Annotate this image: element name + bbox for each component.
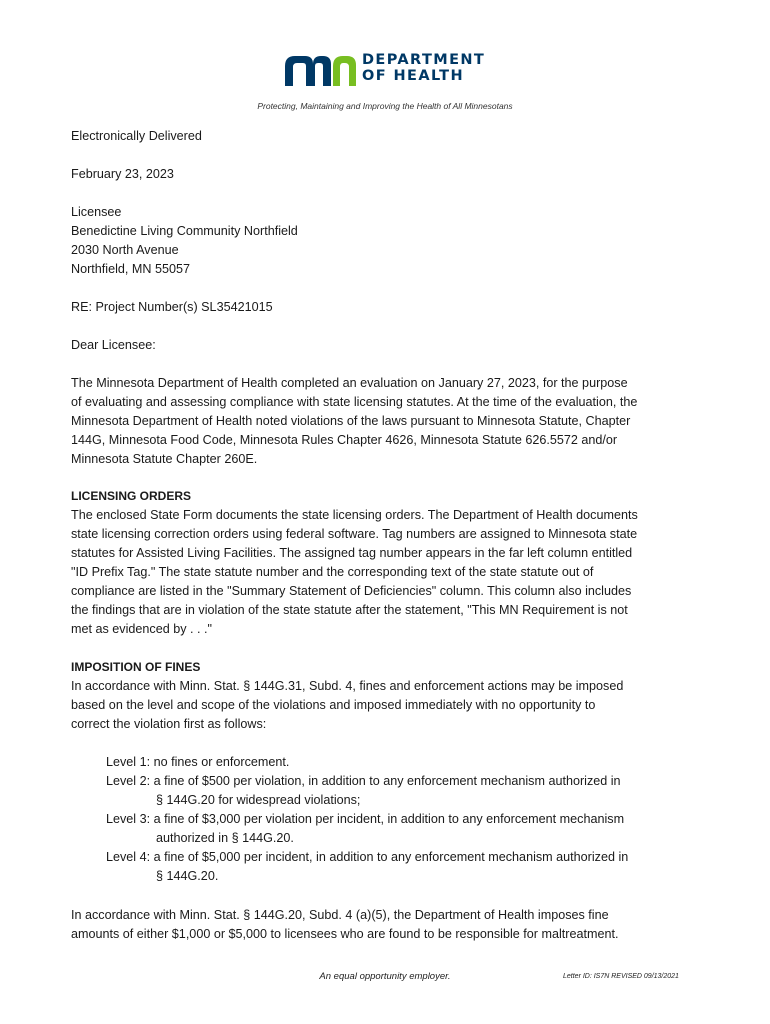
address-line: Licensee bbox=[71, 205, 122, 219]
address-line: Benedictine Living Community Northfield bbox=[71, 224, 298, 238]
imposition-of-fines-section bbox=[71, 658, 711, 734]
fine-level-3: Level 3: a fine of $3,000 per violation per incident, in addition to any enforcement mechanism bbox=[106, 812, 625, 826]
delivery-method: Electronically Delivered bbox=[71, 129, 202, 143]
logo-department-text: DEPARTMENT bbox=[362, 52, 486, 68]
tagline: Protecting, Maintaining and Improving the Health of All Minnesotans bbox=[257, 101, 513, 111]
paragraph-line: statutes for Assisted Living Facilities. The assigned tag number appears in the far left column entitled bbox=[71, 546, 633, 560]
fine-level-2-continued: § 144G.20 for widespread violations; bbox=[156, 793, 361, 807]
paragraph-line: amounts of either $1,000 or $5,000 to licensees who are found to be responsible for maltreatment. bbox=[71, 927, 619, 941]
maltreatment-paragraph bbox=[71, 906, 711, 944]
fine-level-3-continued: authorized in § 144G.20. bbox=[156, 831, 294, 845]
paragraph-line: the findings that are in violation of the state statute after the statement, "This MN Requirement is not bbox=[71, 603, 628, 617]
paragraph-line: "ID Prefix Tag." The state statute number and the corresponding text of the state statute out of bbox=[71, 565, 594, 579]
paragraph-line: Minnesota Department of Health noted violations of the laws pursuant to Minnesota Statute, Chapter bbox=[71, 414, 631, 428]
paragraph-line: correct the violation first as follows: bbox=[71, 717, 267, 731]
paragraph-line: In accordance with Minn. Stat. § 144G.20, Subd. 4 (a)(5), the Department of Health imposes fine bbox=[71, 908, 609, 922]
fines-heading: IMPOSITION OF FINES bbox=[71, 660, 201, 674]
fine-level-4-continued: § 144G.20. bbox=[156, 869, 219, 883]
paragraph-line: met as evidenced by . . ." bbox=[71, 622, 212, 636]
paragraph-line: The enclosed State Form documents the state licensing orders. The Department of Health documents bbox=[71, 508, 638, 522]
paragraph-line: of evaluating and assessing compliance with state licensing statutes. At the time of the evaluation, the bbox=[71, 395, 638, 409]
paragraph-line: Minnesota Statute Chapter 260E. bbox=[71, 452, 258, 466]
equal-opportunity-footer: An equal opportunity employer. bbox=[319, 971, 451, 982]
fine-level-1: Level 1: no fines or enforcement. bbox=[106, 755, 290, 769]
paragraph-line: In accordance with Minn. Stat. § 144G.31, Subd. 4, fines and enforcement actions may be imposed bbox=[71, 679, 624, 693]
recipient-address bbox=[71, 203, 711, 279]
address-line: 2030 North Avenue bbox=[71, 243, 179, 257]
paragraph-line: based on the level and scope of the violations and imposed immediately with no opportunity to bbox=[71, 698, 596, 712]
paragraph-line: state licensing correction orders using federal software. Tag numbers are assigned to Minnesota state bbox=[71, 527, 638, 541]
re-line: RE: Project Number(s) SL35421015 bbox=[71, 300, 273, 314]
letter-date: February 23, 2023 bbox=[71, 167, 174, 181]
licensing-orders-section bbox=[71, 487, 711, 639]
paragraph-line: The Minnesota Department of Health completed an evaluation on January 27, 2023, for the purpose bbox=[71, 376, 628, 390]
mn-logo-mark-icon bbox=[285, 52, 357, 86]
address-line: Northfield, MN 55057 bbox=[71, 262, 191, 276]
letter-id-footer: Letter ID: IS7N REVISED 09/13/2021 bbox=[563, 973, 679, 980]
fine-level-4: Level 4: a fine of $5,000 per incident, in addition to any enforcement mechanism authorized in bbox=[106, 850, 629, 864]
licensing-orders-heading: LICENSING ORDERS bbox=[71, 489, 192, 503]
mdh-logo bbox=[285, 52, 495, 88]
paragraph-line: compliance are listed in the "Summary Statement of Deficiencies" column. This column also includes bbox=[71, 584, 632, 598]
fine-levels-list bbox=[106, 753, 706, 886]
salutation: Dear Licensee: bbox=[71, 338, 156, 352]
fine-level-2: Level 2: a fine of $500 per violation, in addition to any enforcement mechanism authorized in bbox=[106, 774, 621, 788]
intro-paragraph bbox=[71, 374, 711, 469]
paragraph-line: 144G, Minnesota Food Code, Minnesota Rules Chapter 4626, Minnesota Statute 626.5572 and/or bbox=[71, 433, 618, 447]
logo-health-text: OF HEALTH bbox=[362, 68, 465, 84]
